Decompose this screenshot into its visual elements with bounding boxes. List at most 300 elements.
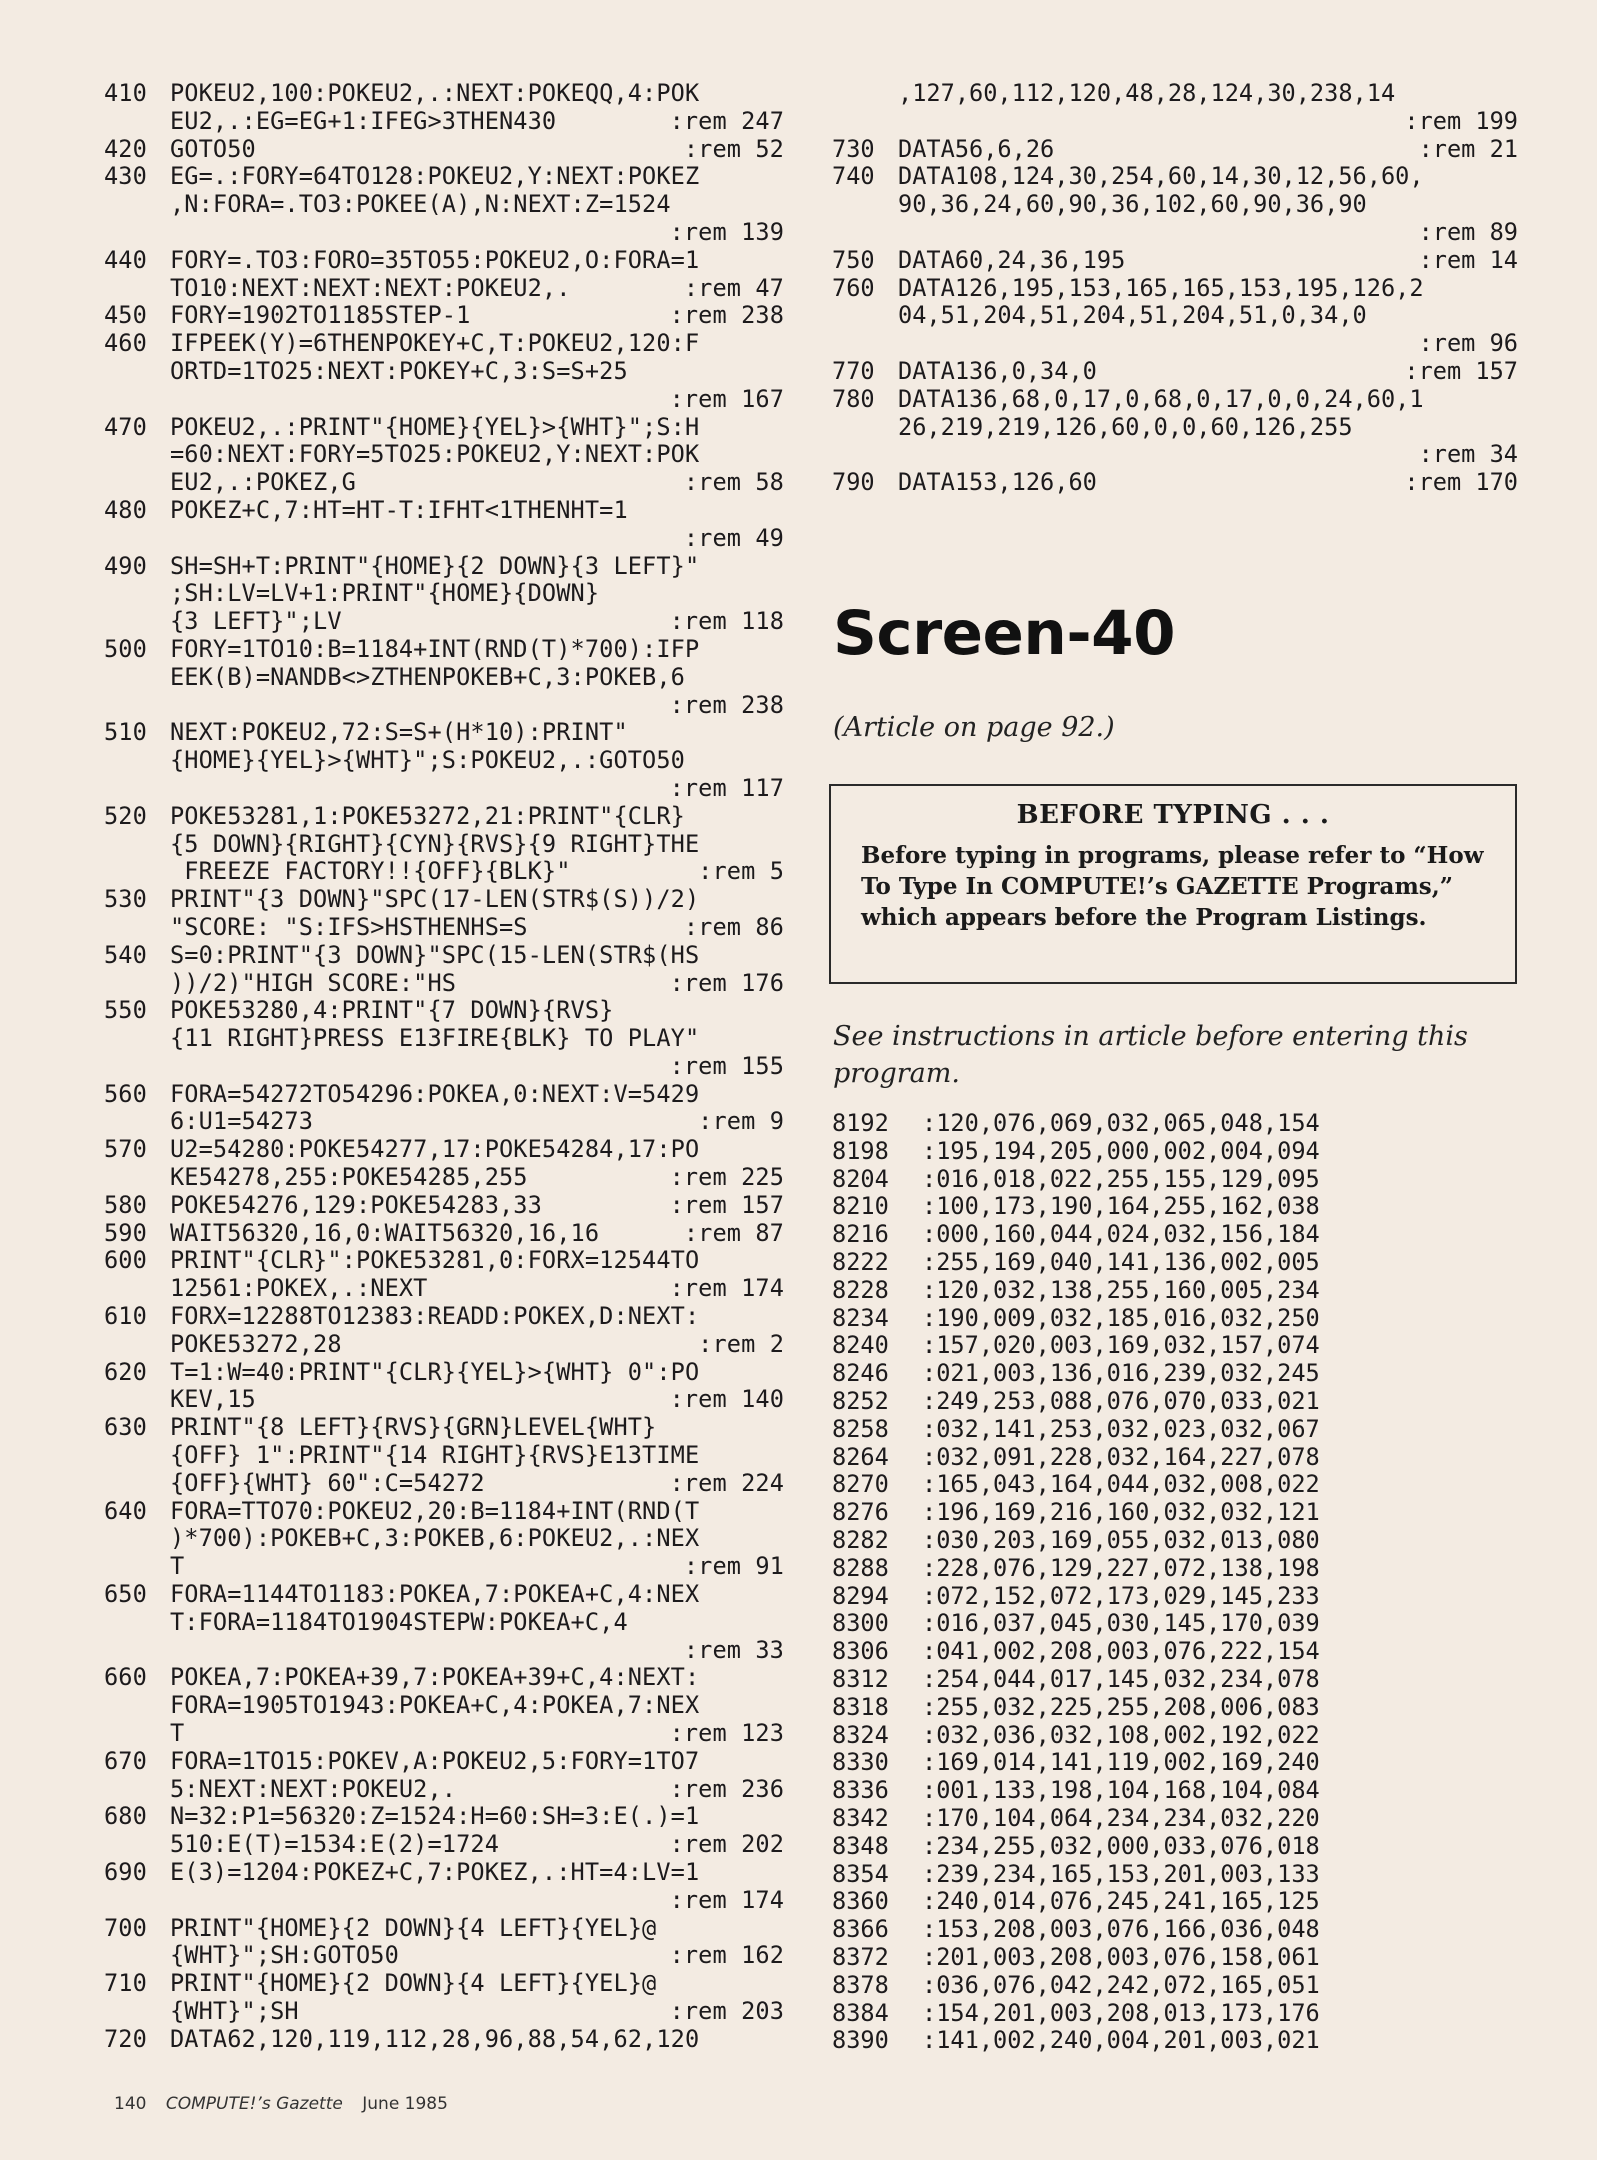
rem-checksum: :rem 203: [669, 1996, 784, 2025]
line-number: 510: [104, 718, 147, 747]
code-text: 12561:POKEX,.:NEXT: [170, 1274, 428, 1303]
code-text: DATA136,68,0,17,0,68,0,17,0,0,24,60,1: [898, 384, 1424, 413]
code-text: )*700):POKEB+C,3:POKEB,6:POKEU2,.:NEX: [170, 1524, 700, 1553]
rem-checksum: :rem 87: [683, 1218, 784, 1247]
program-line: [104, 1776, 794, 1804]
rem-checksum: :rem 170: [1404, 468, 1518, 497]
code-text: =60:NEXT:FORY=5TO25:POKEU2,Y:NEXT:POK: [170, 440, 700, 469]
line-number: 720: [104, 2024, 147, 2053]
program-line: [104, 497, 794, 525]
hex-address: 8204: [832, 1164, 889, 1193]
line-number: 460: [104, 329, 147, 358]
hex-address: 8378: [832, 1970, 889, 1999]
program-line: [104, 2026, 794, 2054]
code-text: ORTD=1TO25:NEXT:POKEY+C,3:S=S+25: [170, 356, 628, 385]
hex-address: 8300: [832, 1609, 889, 1638]
code-text: GOTO50: [170, 134, 256, 163]
hex-line: [832, 1277, 1432, 1305]
hex-bytes: :169,014,141,119,002,169,240: [922, 1748, 1320, 1777]
hex-line: [832, 1555, 1432, 1583]
code-text: PRINT"{HOME}{2 DOWN}{4 LEFT}{YEL}@: [170, 1913, 657, 1942]
hex-address: 8330: [832, 1748, 889, 1777]
rem-checksum: :rem 86: [683, 912, 784, 941]
code-text: FORA=1905TO1943:POKEA+C,4:POKEA,7:NEX: [170, 1691, 700, 1720]
hex-line: [832, 1666, 1432, 1694]
page-footer: [114, 2094, 448, 2114]
program-line: [104, 580, 794, 608]
program-line: [104, 692, 794, 720]
hex-address: 8240: [832, 1331, 889, 1360]
rem-checksum: :rem 238: [669, 690, 784, 719]
issue-date: June 1985: [362, 2094, 448, 2114]
code-text: IFPEEK(Y)=6THENPOKEY+C,T:POKEU2,120:F: [170, 329, 700, 358]
code-text: POKEU2,.:PRINT"{HOME}{YEL}>{WHT}";S:H: [170, 412, 700, 441]
hex-bytes: :249,253,088,076,070,033,021: [922, 1386, 1320, 1415]
hex-address: 8390: [832, 2026, 889, 2055]
code-text: 5:NEXT:NEXT:POKEU2,.: [170, 1774, 457, 1803]
code-text: {11 RIGHT}PRESS E13FIRE{BLK} TO PLAY": [170, 1024, 700, 1053]
program-line: [104, 1359, 794, 1387]
hex-bytes: :240,014,076,245,241,165,125: [922, 1887, 1320, 1916]
hex-bytes: :041,002,208,003,076,222,154: [922, 1637, 1320, 1666]
program-line: [104, 469, 794, 497]
hex-line: [832, 1499, 1432, 1527]
rem-checksum: :rem 139: [669, 217, 784, 246]
line-number: 750: [832, 245, 875, 274]
hex-address: 8252: [832, 1386, 889, 1415]
code-text: {OFF} 1":PRINT"{14 RIGHT}{RVS}E13TIME: [170, 1441, 700, 1470]
program-line: [104, 1470, 794, 1498]
hex-address: 8264: [832, 1442, 889, 1471]
program-line: [104, 1331, 794, 1359]
code-text: EEK(B)=NANDB<>ZTHENPOKEB+C,3:POKEB,6: [170, 662, 685, 691]
hex-bytes: :153,208,003,076,166,036,048: [922, 1915, 1320, 1944]
code-text: "SCORE: "S:IFS>HSTHENHS=S: [170, 912, 528, 941]
line-number: 780: [832, 384, 875, 413]
program-line: [104, 664, 794, 692]
code-text: PRINT"{3 DOWN}"SPC(17-LEN(STR$(S))/2): [170, 885, 700, 914]
line-number: 430: [104, 162, 147, 191]
rem-checksum: :rem 52: [683, 134, 784, 163]
program-line: [104, 219, 794, 247]
program-line: [104, 1970, 794, 1998]
program-line: [104, 441, 794, 469]
line-number: 610: [104, 1302, 147, 1331]
program-line: [104, 1748, 794, 1776]
hex-address: 8366: [832, 1915, 889, 1944]
program-line: [832, 136, 1522, 164]
program-line: [104, 275, 794, 303]
program-line: [104, 1942, 794, 1970]
program-line: [104, 1915, 794, 1943]
hex-line: [832, 1694, 1432, 1722]
hex-line: [832, 1332, 1432, 1360]
code-text: {OFF}{WHT} 60":C=54272: [170, 1468, 485, 1497]
code-text: FORA=1144TO1183:POKEA,7:POKEA+C,4:NEX: [170, 1580, 700, 1609]
program-line: [104, 1692, 794, 1720]
program-line: [104, 1831, 794, 1859]
magazine-name: COMPUTE!’s Gazette: [165, 2094, 343, 2114]
hex-bytes: :021,003,136,016,239,032,245: [922, 1359, 1320, 1388]
hex-address: 8288: [832, 1553, 889, 1582]
line-number: 600: [104, 1246, 147, 1275]
hex-address: 8348: [832, 1831, 889, 1860]
program-line: [104, 775, 794, 803]
program-line: [104, 191, 794, 219]
rem-checksum: :rem 47: [683, 273, 784, 302]
hex-address: 8342: [832, 1803, 889, 1832]
hex-bytes: :032,091,228,032,164,227,078: [922, 1442, 1320, 1471]
program-line: [104, 803, 794, 831]
article-page-note: (Article on page 92.): [833, 712, 1115, 743]
line-number: 760: [832, 273, 875, 302]
program-line: [104, 997, 794, 1025]
hex-address: 8276: [832, 1498, 889, 1527]
program-line: [832, 469, 1522, 497]
hex-address: 8192: [832, 1109, 889, 1137]
hex-line: [832, 1444, 1432, 1472]
line-number: 530: [104, 885, 147, 914]
program-line: [104, 719, 794, 747]
program-line: [104, 302, 794, 330]
rem-checksum: :rem 89: [1418, 217, 1518, 246]
program-line: [104, 886, 794, 914]
program-line: [832, 80, 1522, 108]
hex-address: 8210: [832, 1192, 889, 1221]
program-line: [104, 1859, 794, 1887]
hex-address: 8312: [832, 1664, 889, 1693]
hex-address: 8258: [832, 1414, 889, 1443]
rem-checksum: :rem 21: [1418, 134, 1518, 163]
hex-bytes: :165,043,164,044,032,008,022: [922, 1470, 1320, 1499]
rem-checksum: :rem 9: [698, 1107, 784, 1136]
hex-line: [832, 1527, 1432, 1555]
rem-checksum: :rem 58: [683, 468, 784, 497]
hex-bytes: :100,173,190,164,255,162,038: [922, 1192, 1320, 1221]
code-text: POKEU2,100:POKEU2,.:NEXT:POKEQQ,4:POK: [170, 79, 700, 107]
program-line: [104, 1442, 794, 1470]
rem-checksum: :rem 236: [669, 1774, 784, 1803]
code-text: FORY=.TO3:FORO=35TO55:POKEU2,O:FORA=1: [170, 245, 700, 274]
code-text: FORA=54272TO54296:POKEA,0:NEXT:V=5429: [170, 1079, 700, 1108]
hex-line: [832, 1638, 1432, 1666]
hex-address: 8336: [832, 1776, 889, 1805]
line-number: 490: [104, 551, 147, 580]
rem-checksum: :rem 157: [1404, 356, 1518, 385]
code-text: EU2,.:POKEZ,G: [170, 468, 356, 497]
code-text: 26,219,219,126,60,0,0,60,126,255: [898, 412, 1353, 441]
program-line: [104, 1803, 794, 1831]
line-number: 580: [104, 1190, 147, 1219]
program-line: [104, 80, 794, 108]
program-line: [832, 163, 1522, 191]
hex-address: 8354: [832, 1859, 889, 1888]
hex-line: [832, 1388, 1432, 1416]
code-text: POKE53281,1:POKE53272,21:PRINT"{CLR}: [170, 801, 685, 830]
program-line: [104, 1303, 794, 1331]
basic-listing-left: [104, 80, 794, 2054]
line-number: 640: [104, 1496, 147, 1525]
hex-bytes: :255,169,040,141,136,002,005: [922, 1247, 1320, 1276]
code-text: EG=.:FORY=64TO128:POKEU2,Y:NEXT:POKEZ: [170, 162, 700, 191]
rem-checksum: :rem 2: [698, 1329, 784, 1358]
code-text: T: [170, 1719, 185, 1748]
line-number: 650: [104, 1580, 147, 1609]
line-number: 670: [104, 1746, 147, 1775]
hex-address: 8270: [832, 1470, 889, 1499]
line-number: 520: [104, 801, 147, 830]
line-number: 450: [104, 301, 147, 330]
code-text: DATA153,126,60: [898, 468, 1097, 497]
code-text: {HOME}{YEL}>{WHT}";S:POKEU2,.:GOTO50: [170, 746, 685, 775]
hex-line: [832, 2000, 1432, 2028]
code-text: S=0:PRINT"{3 DOWN}"SPC(15-LEN(STR$(HS: [170, 940, 700, 969]
hex-address: 8228: [832, 1275, 889, 1304]
code-text: ))/2)"HIGH SCORE:"HS: [170, 968, 457, 997]
program-line: [104, 1136, 794, 1164]
hex-line: [832, 1305, 1432, 1333]
program-line: [104, 1998, 794, 2026]
code-text: POKEZ+C,7:HT=HT-T:IFHT<1THENHT=1: [170, 495, 628, 524]
line-number: 700: [104, 1913, 147, 1942]
line-number: 470: [104, 412, 147, 441]
hex-line: [832, 1972, 1432, 2000]
program-line: [104, 247, 794, 275]
hex-line: [832, 1221, 1432, 1249]
line-number: 410: [104, 79, 147, 107]
hex-address: 8324: [832, 1720, 889, 1749]
hex-bytes: :195,194,205,000,002,004,094: [922, 1136, 1320, 1165]
hex-address: 8384: [832, 1998, 889, 2027]
code-text: KE54278,255:POKE54285,255: [170, 1163, 528, 1192]
code-text: DATA108,124,30,254,60,14,30,12,56,60,: [898, 162, 1424, 191]
before-typing-box: [829, 784, 1517, 984]
program-line: [104, 1887, 794, 1915]
hex-line: [832, 1944, 1432, 1972]
hex-line: [832, 1583, 1432, 1611]
program-line: [104, 330, 794, 358]
program-line: [104, 1498, 794, 1526]
page-number: 140: [114, 2094, 147, 2114]
code-text: WAIT56320,16,0:WAIT56320,16,16: [170, 1218, 600, 1247]
program-line: [832, 414, 1522, 442]
program-line: [104, 970, 794, 998]
program-line: [832, 358, 1522, 386]
code-text: 6:U1=54273: [170, 1107, 314, 1136]
code-text: 04,51,204,51,204,51,204,51,0,34,0: [898, 301, 1367, 330]
article-title: Screen-40: [833, 598, 1176, 669]
line-number: 660: [104, 1663, 147, 1692]
rem-checksum: :rem 118: [669, 607, 784, 636]
code-text: FREEZE FACTORY!!{OFF}{BLK}": [170, 857, 571, 886]
hex-bytes: :254,044,017,145,032,234,078: [922, 1664, 1320, 1693]
line-number: 570: [104, 1135, 147, 1164]
rem-checksum: :rem 247: [669, 106, 784, 135]
program-line: [104, 1247, 794, 1275]
hex-bytes: :032,141,253,032,023,032,067: [922, 1414, 1320, 1443]
hex-line: [832, 1888, 1432, 1916]
program-line: [104, 1108, 794, 1136]
rem-checksum: :rem 225: [669, 1163, 784, 1192]
program-line: [104, 1414, 794, 1442]
hex-line: [832, 1360, 1432, 1388]
program-line: [104, 1609, 794, 1637]
rem-checksum: :rem 162: [669, 1941, 784, 1970]
program-line: [104, 858, 794, 886]
program-line: [832, 191, 1522, 219]
hex-bytes: :234,255,032,000,033,076,018: [922, 1831, 1320, 1860]
hex-line: [832, 1166, 1432, 1194]
line-number: 500: [104, 634, 147, 663]
line-number: 740: [832, 162, 875, 191]
line-number: 680: [104, 1802, 147, 1831]
program-line: [104, 608, 794, 636]
hex-bytes: :196,169,216,160,032,032,121: [922, 1498, 1320, 1527]
rem-checksum: :rem 96: [1418, 329, 1518, 358]
rem-checksum: :rem 5: [698, 857, 784, 886]
program-line: [104, 1275, 794, 1303]
hex-bytes: :072,152,072,173,029,145,233: [922, 1581, 1320, 1610]
code-text: PRINT"{HOME}{2 DOWN}{4 LEFT}{YEL}@: [170, 1969, 657, 1998]
rem-checksum: :rem 155: [669, 1051, 784, 1080]
line-number: 480: [104, 495, 147, 524]
line-number: 440: [104, 245, 147, 274]
code-text: POKEA,7:POKEA+39,7:POKEA+39+C,4:NEXT:: [170, 1663, 700, 1692]
rem-checksum: :rem 174: [669, 1274, 784, 1303]
hex-address: 8372: [832, 1942, 889, 1971]
rem-checksum: :rem 202: [669, 1830, 784, 1859]
program-line: [104, 1386, 794, 1414]
code-text: POKE53272,28: [170, 1329, 342, 1358]
rem-checksum: :rem 157: [669, 1190, 784, 1219]
code-text: {5 DOWN}{RIGHT}{CYN}{RVS}{9 RIGHT}THE: [170, 829, 700, 858]
program-line: [104, 1637, 794, 1665]
hex-line: [832, 1805, 1432, 1833]
program-line: [104, 942, 794, 970]
code-text: NEXT:POKEU2,72:S=S+(H*10):PRINT": [170, 718, 628, 747]
basic-listing-right: [832, 80, 1522, 497]
entry-instructions: See instructions in article before entering this program.: [833, 1021, 1468, 1089]
program-line: [104, 386, 794, 414]
program-line: [104, 831, 794, 859]
line-number: 540: [104, 940, 147, 969]
program-line: [832, 330, 1522, 358]
code-text: DATA60,24,36,195: [898, 245, 1126, 274]
code-text: T:FORA=1184TO1904STEPW:POKEA+C,4: [170, 1607, 628, 1636]
rem-checksum: :rem 167: [669, 384, 784, 413]
hex-line: [832, 1610, 1432, 1638]
hex-bytes: :239,234,165,153,201,003,133: [922, 1859, 1320, 1888]
hex-bytes: :120,076,069,032,065,048,154: [922, 1109, 1320, 1137]
code-text: SH=SH+T:PRINT"{HOME}{2 DOWN}{3 LEFT}": [170, 551, 700, 580]
line-number: 550: [104, 996, 147, 1025]
hex-bytes: :170,104,064,234,234,032,220: [922, 1803, 1320, 1832]
program-line: [104, 1053, 794, 1081]
code-text: POKE53280,4:PRINT"{7 DOWN}{RVS}: [170, 996, 614, 1025]
code-text: DATA62,120,119,112,28,96,88,54,62,120: [170, 2024, 700, 2053]
code-text: POKE54276,129:POKE54283,33: [170, 1190, 542, 1219]
hex-bytes: :030,203,169,055,032,013,080: [922, 1525, 1320, 1554]
hex-bytes: :032,036,032,108,002,192,022: [922, 1720, 1320, 1749]
hex-address: 8216: [832, 1220, 889, 1249]
program-line: [104, 525, 794, 553]
line-number: 620: [104, 1357, 147, 1386]
hex-line: [832, 1471, 1432, 1499]
program-line: [104, 163, 794, 191]
rem-checksum: :rem 174: [669, 1885, 784, 1914]
rem-checksum: :rem 199: [1404, 106, 1518, 135]
hex-bytes: :201,003,208,003,076,158,061: [922, 1942, 1320, 1971]
line-number: 630: [104, 1413, 147, 1442]
code-text: DATA136,0,34,0: [898, 356, 1097, 385]
code-text: TO10:NEXT:NEXT:NEXT:POKEU2,.: [170, 273, 571, 302]
hex-address: 8360: [832, 1887, 889, 1916]
code-text: FORA=1TO15:POKEV,A:POKEU2,5:FORY=1TO7: [170, 1746, 700, 1775]
program-line: [832, 386, 1522, 414]
code-text: DATA56,6,26: [898, 134, 1055, 163]
program-line: [832, 441, 1522, 469]
hex-bytes: :000,160,044,024,032,156,184: [922, 1220, 1320, 1249]
hex-address: 8198: [832, 1136, 889, 1165]
hex-address: 8306: [832, 1637, 889, 1666]
hex-line: [832, 1749, 1432, 1777]
hex-bytes: :001,133,198,104,168,104,084: [922, 1776, 1320, 1805]
program-line: [104, 1081, 794, 1109]
code-text: U2=54280:POKE54277,17:POKE54284,17:PO: [170, 1135, 700, 1164]
program-line: [104, 358, 794, 386]
code-text: FORY=1TO10:B=1184+INT(RND(T)*700):IFP: [170, 634, 700, 663]
code-text: FORA=TTO70:POKEU2,20:B=1184+INT(RND(T: [170, 1496, 700, 1525]
code-text: 510:E(T)=1534:E(2)=1724: [170, 1830, 500, 1859]
hex-bytes: :016,037,045,030,145,170,039: [922, 1609, 1320, 1638]
program-line: [832, 247, 1522, 275]
program-line: [832, 275, 1522, 303]
rem-checksum: :rem 224: [669, 1468, 784, 1497]
hex-address: 8318: [832, 1692, 889, 1721]
line-number: 710: [104, 1969, 147, 1998]
code-text: T: [170, 1552, 185, 1581]
rem-checksum: :rem 238: [669, 301, 784, 330]
hex-line: [832, 1193, 1432, 1221]
code-text: EU2,.:EG=EG+1:IFEG>3THEN430: [170, 106, 557, 135]
program-line: [104, 1525, 794, 1553]
line-number: 690: [104, 1858, 147, 1886]
line-number: 790: [832, 468, 875, 497]
program-line: [832, 108, 1522, 136]
program-line: [104, 1553, 794, 1581]
code-text: DATA126,195,153,165,165,153,195,126,2: [898, 273, 1424, 302]
rem-checksum: :rem 34: [1418, 440, 1518, 469]
hex-line: [832, 1110, 1432, 1138]
code-text: PRINT"{8 LEFT}{RVS}{GRN}LEVEL{WHT}: [170, 1413, 657, 1442]
program-line: [104, 1220, 794, 1248]
before-typing-heading: BEFORE TYPING . . .: [1016, 800, 1330, 830]
hex-address: 8222: [832, 1247, 889, 1276]
program-line: [104, 1664, 794, 1692]
program-line: [104, 553, 794, 581]
code-text: 90,36,24,60,90,36,102,60,90,36,90: [898, 190, 1367, 219]
program-line: [104, 108, 794, 136]
program-line: [104, 1192, 794, 1220]
hex-line: [832, 1777, 1432, 1805]
rem-checksum: :rem 49: [683, 523, 784, 552]
program-line: [832, 219, 1522, 247]
code-text: KEV,15: [170, 1385, 256, 1414]
line-number: 420: [104, 134, 147, 163]
hex-line: [832, 1722, 1432, 1750]
hex-bytes: :154,201,003,208,013,173,176: [922, 1998, 1320, 2027]
code-text: T=1:W=40:PRINT"{CLR}{YEL}>{WHT} 0":PO: [170, 1357, 700, 1386]
